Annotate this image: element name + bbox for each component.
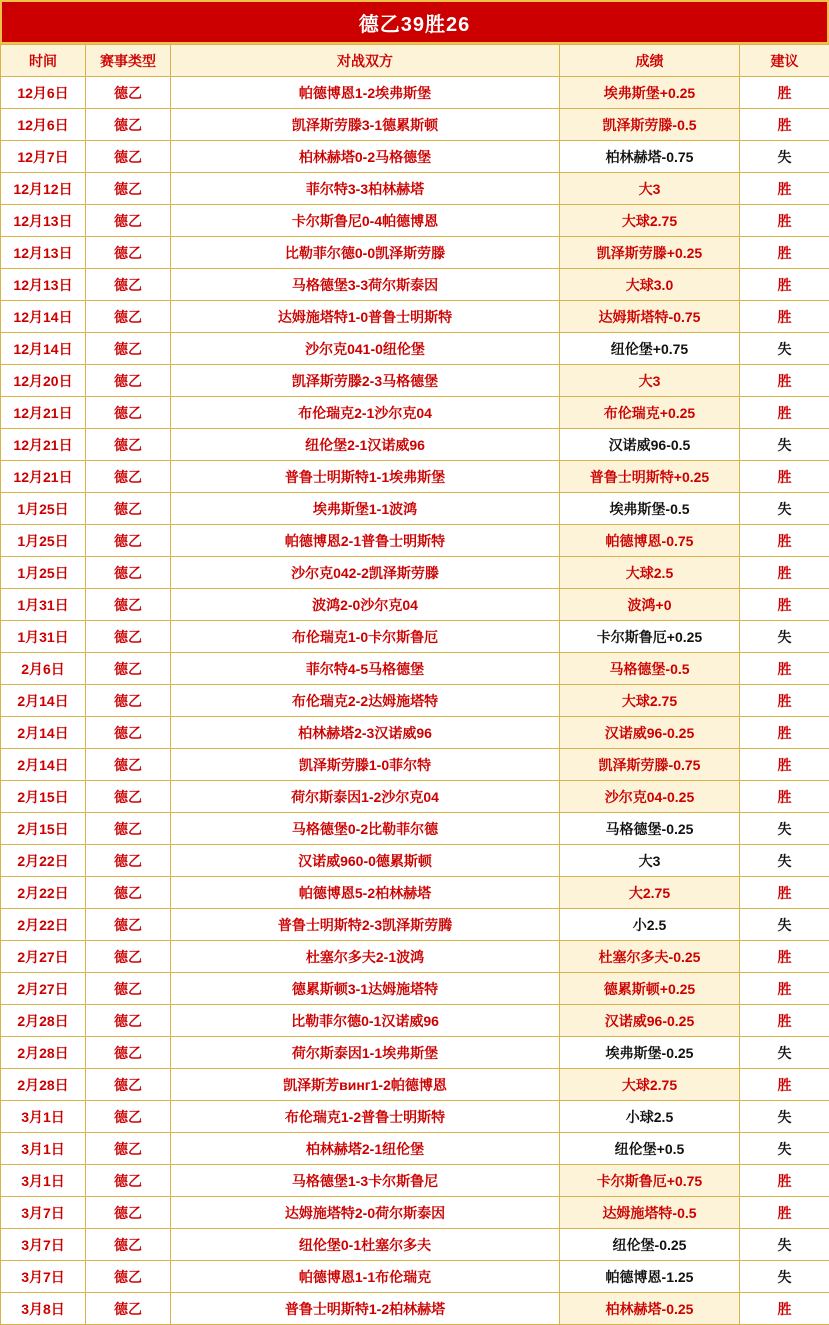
table-row [1,1005,829,1037]
cell-league: 德乙 [86,141,171,173]
cell-advice: 胜 [740,525,829,557]
cell-date: 12月21日 [1,429,86,461]
cell-league: 德乙 [86,653,171,685]
cell-result: 柏林赫塔-0.25 [560,1293,740,1325]
cell-result: 凯泽斯劳滕-0.5 [560,109,740,141]
cell-advice: 失 [740,909,829,941]
table-row [1,1101,829,1133]
cell-match: 沙尔克042-2凯泽斯劳滕 [171,557,560,589]
cell-league: 德乙 [86,557,171,589]
cell-result: 德累斯顿+0.25 [560,973,740,1005]
cell-result: 凯泽斯劳滕-0.75 [560,749,740,781]
cell-date: 1月31日 [1,589,86,621]
cell-result: 埃弗斯堡-0.5 [560,493,740,525]
cell-date: 1月25日 [1,525,86,557]
cell-result: 帕德博恩-0.75 [560,525,740,557]
cell-match: 凯泽斯劳滕1-0菲尔特 [171,749,560,781]
cell-league: 德乙 [86,205,171,237]
cell-match: 帕德博恩1-1布伦瑞克 [171,1261,560,1293]
cell-match: 布伦瑞克2-1沙尔克04 [171,397,560,429]
cell-advice: 胜 [740,1293,829,1325]
cell-date: 3月1日 [1,1165,86,1197]
cell-league: 德乙 [86,941,171,973]
cell-league: 德乙 [86,525,171,557]
table-row [1,589,829,621]
cell-match: 波鸿2-0沙尔克04 [171,589,560,621]
table-row [1,525,829,557]
cell-league: 德乙 [86,1293,171,1325]
cell-advice: 胜 [740,269,829,301]
table-row [1,557,829,589]
cell-advice: 胜 [740,365,829,397]
cell-match: 马格德堡1-3卡尔斯鲁尼 [171,1165,560,1197]
cell-league: 德乙 [86,1197,171,1229]
cell-league: 德乙 [86,397,171,429]
cell-date: 12月6日 [1,77,86,109]
column-header-result: 成绩 [560,45,740,77]
cell-match: 普鲁士明斯特2-3凯泽斯劳腾 [171,909,560,941]
cell-league: 德乙 [86,429,171,461]
cell-league: 德乙 [86,173,171,205]
cell-result: 纽伦堡-0.25 [560,1229,740,1261]
cell-result: 大球2.75 [560,685,740,717]
cell-advice: 失 [740,493,829,525]
table-header [1,45,829,77]
cell-match: 纽伦堡2-1汉诺威96 [171,429,560,461]
cell-advice: 胜 [740,1005,829,1037]
cell-result: 卡尔斯鲁厄+0.75 [560,1165,740,1197]
table-row [1,429,829,461]
cell-league: 德乙 [86,749,171,781]
cell-result: 大3 [560,365,740,397]
table-row [1,461,829,493]
cell-date: 2月28日 [1,1005,86,1037]
table-row [1,397,829,429]
cell-league: 德乙 [86,717,171,749]
cell-match: 帕德博恩2-1普鲁士明斯特 [171,525,560,557]
cell-advice: 胜 [740,781,829,813]
cell-result: 埃弗斯堡-0.25 [560,1037,740,1069]
cell-league: 德乙 [86,109,171,141]
cell-advice: 胜 [740,1197,829,1229]
cell-date: 12月6日 [1,109,86,141]
cell-match: 荷尔斯泰因1-1埃弗斯堡 [171,1037,560,1069]
cell-result: 卡尔斯鲁厄+0.25 [560,621,740,653]
cell-date: 12月13日 [1,269,86,301]
table-row [1,621,829,653]
cell-match: 凯泽斯劳滕3-1德累斯顿 [171,109,560,141]
cell-result: 纽伦堡+0.75 [560,333,740,365]
cell-match: 杜塞尔多夫2-1波鸿 [171,941,560,973]
cell-match: 菲尔特4-5马格德堡 [171,653,560,685]
cell-league: 德乙 [86,1165,171,1197]
match-results-table [0,44,829,1325]
cell-match: 帕德博恩5-2柏林赫塔 [171,877,560,909]
cell-result: 马格德堡-0.25 [560,813,740,845]
cell-advice: 失 [740,1133,829,1165]
cell-advice: 胜 [740,301,829,333]
cell-match: 卡尔斯鲁尼0-4帕德博恩 [171,205,560,237]
cell-date: 3月8日 [1,1293,86,1325]
cell-date: 2月28日 [1,1069,86,1101]
cell-league: 德乙 [86,1261,171,1293]
cell-match: 比勒菲尔德0-0凯泽斯劳滕 [171,237,560,269]
cell-match: 马格德堡0-2比勒菲尔德 [171,813,560,845]
table-row [1,173,829,205]
cell-league: 德乙 [86,877,171,909]
cell-result: 小2.5 [560,909,740,941]
table-row [1,717,829,749]
cell-league: 德乙 [86,1133,171,1165]
cell-date: 2月27日 [1,941,86,973]
cell-league: 德乙 [86,781,171,813]
cell-result: 埃弗斯堡+0.25 [560,77,740,109]
cell-advice: 胜 [740,1165,829,1197]
cell-advice: 胜 [740,109,829,141]
column-header-match: 对战双方 [171,45,560,77]
table-row [1,1165,829,1197]
cell-advice: 失 [740,1229,829,1261]
cell-advice: 胜 [740,237,829,269]
table-body [1,77,829,1325]
cell-advice: 失 [740,429,829,461]
cell-result: 大2.75 [560,877,740,909]
cell-date: 3月1日 [1,1133,86,1165]
table-row [1,1197,829,1229]
cell-date: 3月1日 [1,1101,86,1133]
cell-match: 沙尔克041-0纽伦堡 [171,333,560,365]
cell-match: 汉诺威960-0德累斯顿 [171,845,560,877]
cell-match: 帕德博恩1-2埃弗斯堡 [171,77,560,109]
table-row [1,333,829,365]
cell-result: 柏林赫塔-0.75 [560,141,740,173]
table-row [1,493,829,525]
cell-league: 德乙 [86,333,171,365]
cell-advice: 失 [740,1101,829,1133]
cell-match: 达姆施塔特2-0荷尔斯泰因 [171,1197,560,1229]
table-row [1,749,829,781]
cell-advice: 胜 [740,717,829,749]
cell-advice: 失 [740,141,829,173]
cell-match: 普鲁士明斯特1-1埃弗斯堡 [171,461,560,493]
table-row [1,813,829,845]
cell-result: 达姆施塔特-0.5 [560,1197,740,1229]
cell-date: 12月21日 [1,397,86,429]
cell-match: 布伦瑞克1-0卡尔斯鲁厄 [171,621,560,653]
cell-date: 2月14日 [1,717,86,749]
cell-date: 12月14日 [1,301,86,333]
table-row [1,973,829,1005]
cell-advice: 胜 [740,941,829,973]
cell-league: 德乙 [86,365,171,397]
table-row [1,269,829,301]
page-title-bar [0,0,829,44]
cell-match: 马格德堡3-3荷尔斯泰因 [171,269,560,301]
cell-league: 德乙 [86,589,171,621]
cell-result: 大球3.0 [560,269,740,301]
table-row [1,877,829,909]
cell-advice: 胜 [740,397,829,429]
table-row [1,141,829,173]
cell-date: 2月15日 [1,781,86,813]
cell-date: 3月7日 [1,1229,86,1261]
cell-advice: 胜 [740,461,829,493]
cell-result: 大球2.75 [560,1069,740,1101]
cell-result: 纽伦堡+0.5 [560,1133,740,1165]
table-row [1,941,829,973]
cell-result: 大球2.75 [560,205,740,237]
page-title: 德乙39胜26 [359,8,471,37]
cell-league: 德乙 [86,1101,171,1133]
table-row [1,1133,829,1165]
cell-match: 荷尔斯泰因1-2沙尔克04 [171,781,560,813]
cell-league: 德乙 [86,1005,171,1037]
cell-league: 德乙 [86,493,171,525]
cell-date: 1月25日 [1,557,86,589]
cell-date: 2月14日 [1,685,86,717]
cell-match: 凯泽斯芳винг1-2帕德博恩 [171,1069,560,1101]
cell-advice: 胜 [740,653,829,685]
table-row [1,1261,829,1293]
column-header-date: 时间 [1,45,86,77]
cell-league: 德乙 [86,813,171,845]
cell-date: 2月6日 [1,653,86,685]
cell-match: 柏林赫塔2-1纽伦堡 [171,1133,560,1165]
cell-date: 2月22日 [1,909,86,941]
table-row [1,1037,829,1069]
cell-date: 12月13日 [1,205,86,237]
cell-date: 2月15日 [1,813,86,845]
cell-result: 达姆斯塔特-0.75 [560,301,740,333]
cell-result: 小球2.5 [560,1101,740,1133]
cell-date: 12月21日 [1,461,86,493]
cell-date: 3月7日 [1,1197,86,1229]
cell-date: 3月7日 [1,1261,86,1293]
cell-league: 德乙 [86,77,171,109]
cell-advice: 胜 [740,1069,829,1101]
table-row [1,653,829,685]
table-row [1,205,829,237]
cell-result: 沙尔克04-0.25 [560,781,740,813]
table-row [1,685,829,717]
table-row [1,77,829,109]
column-header-advice: 建议 [740,45,829,77]
table-row [1,109,829,141]
cell-advice: 失 [740,1037,829,1069]
cell-advice: 失 [740,813,829,845]
cell-league: 德乙 [86,909,171,941]
cell-result: 汉诺威96-0.25 [560,717,740,749]
cell-match: 埃弗斯堡1-1波鸿 [171,493,560,525]
cell-match: 达姆施塔特1-0普鲁士明斯特 [171,301,560,333]
cell-result: 布伦瑞克+0.25 [560,397,740,429]
cell-advice: 失 [740,333,829,365]
cell-date: 2月28日 [1,1037,86,1069]
cell-league: 德乙 [86,237,171,269]
cell-advice: 胜 [740,749,829,781]
cell-date: 2月22日 [1,877,86,909]
cell-advice: 胜 [740,173,829,205]
table-row [1,845,829,877]
cell-match: 凯泽斯劳滕2-3马格德堡 [171,365,560,397]
cell-result: 凯泽斯劳滕+0.25 [560,237,740,269]
cell-league: 德乙 [86,1069,171,1101]
cell-advice: 胜 [740,77,829,109]
table-row [1,237,829,269]
cell-match: 柏林赫塔2-3汉诺威96 [171,717,560,749]
cell-league: 德乙 [86,685,171,717]
cell-advice: 胜 [740,557,829,589]
table-row [1,1229,829,1261]
cell-match: 德累斯顿3-1达姆施塔特 [171,973,560,1005]
table-row [1,909,829,941]
cell-advice: 胜 [740,205,829,237]
table-header-row [1,45,829,77]
cell-date: 2月27日 [1,973,86,1005]
cell-match: 布伦瑞克2-2达姆施塔特 [171,685,560,717]
cell-league: 德乙 [86,461,171,493]
table-row [1,781,829,813]
table-row [1,1069,829,1101]
cell-league: 德乙 [86,973,171,1005]
cell-result: 大3 [560,173,740,205]
cell-match: 柏林赫塔0-2马格德堡 [171,141,560,173]
cell-date: 12月14日 [1,333,86,365]
cell-date: 1月25日 [1,493,86,525]
cell-date: 12月12日 [1,173,86,205]
cell-result: 大3 [560,845,740,877]
column-header-league: 赛事类型 [86,45,171,77]
cell-match: 比勒菲尔德0-1汉诺威96 [171,1005,560,1037]
cell-date: 12月7日 [1,141,86,173]
cell-advice: 胜 [740,877,829,909]
cell-advice: 失 [740,621,829,653]
cell-league: 德乙 [86,621,171,653]
cell-match: 菲尔特3-3柏林赫塔 [171,173,560,205]
cell-date: 2月14日 [1,749,86,781]
cell-match: 纽伦堡0-1杜塞尔多夫 [171,1229,560,1261]
cell-date: 12月20日 [1,365,86,397]
cell-result: 大球2.5 [560,557,740,589]
cell-advice: 胜 [740,973,829,1005]
cell-result: 汉诺威96-0.5 [560,429,740,461]
cell-match: 普鲁士明斯特1-2柏林赫塔 [171,1293,560,1325]
cell-advice: 胜 [740,685,829,717]
table-row [1,301,829,333]
cell-advice: 失 [740,845,829,877]
cell-date: 2月22日 [1,845,86,877]
cell-league: 德乙 [86,269,171,301]
table-row [1,1293,829,1325]
cell-league: 德乙 [86,845,171,877]
cell-league: 德乙 [86,1229,171,1261]
cell-match: 布伦瑞克1-2普鲁士明斯特 [171,1101,560,1133]
cell-result: 杜塞尔多夫-0.25 [560,941,740,973]
cell-date: 1月31日 [1,621,86,653]
cell-advice: 胜 [740,589,829,621]
cell-result: 普鲁士明斯特+0.25 [560,461,740,493]
cell-result: 汉诺威96-0.25 [560,1005,740,1037]
cell-league: 德乙 [86,301,171,333]
cell-result: 波鸿+0 [560,589,740,621]
cell-league: 德乙 [86,1037,171,1069]
cell-result: 帕德博恩-1.25 [560,1261,740,1293]
cell-result: 马格德堡-0.5 [560,653,740,685]
table-row [1,365,829,397]
cell-advice: 失 [740,1261,829,1293]
cell-date: 12月13日 [1,237,86,269]
